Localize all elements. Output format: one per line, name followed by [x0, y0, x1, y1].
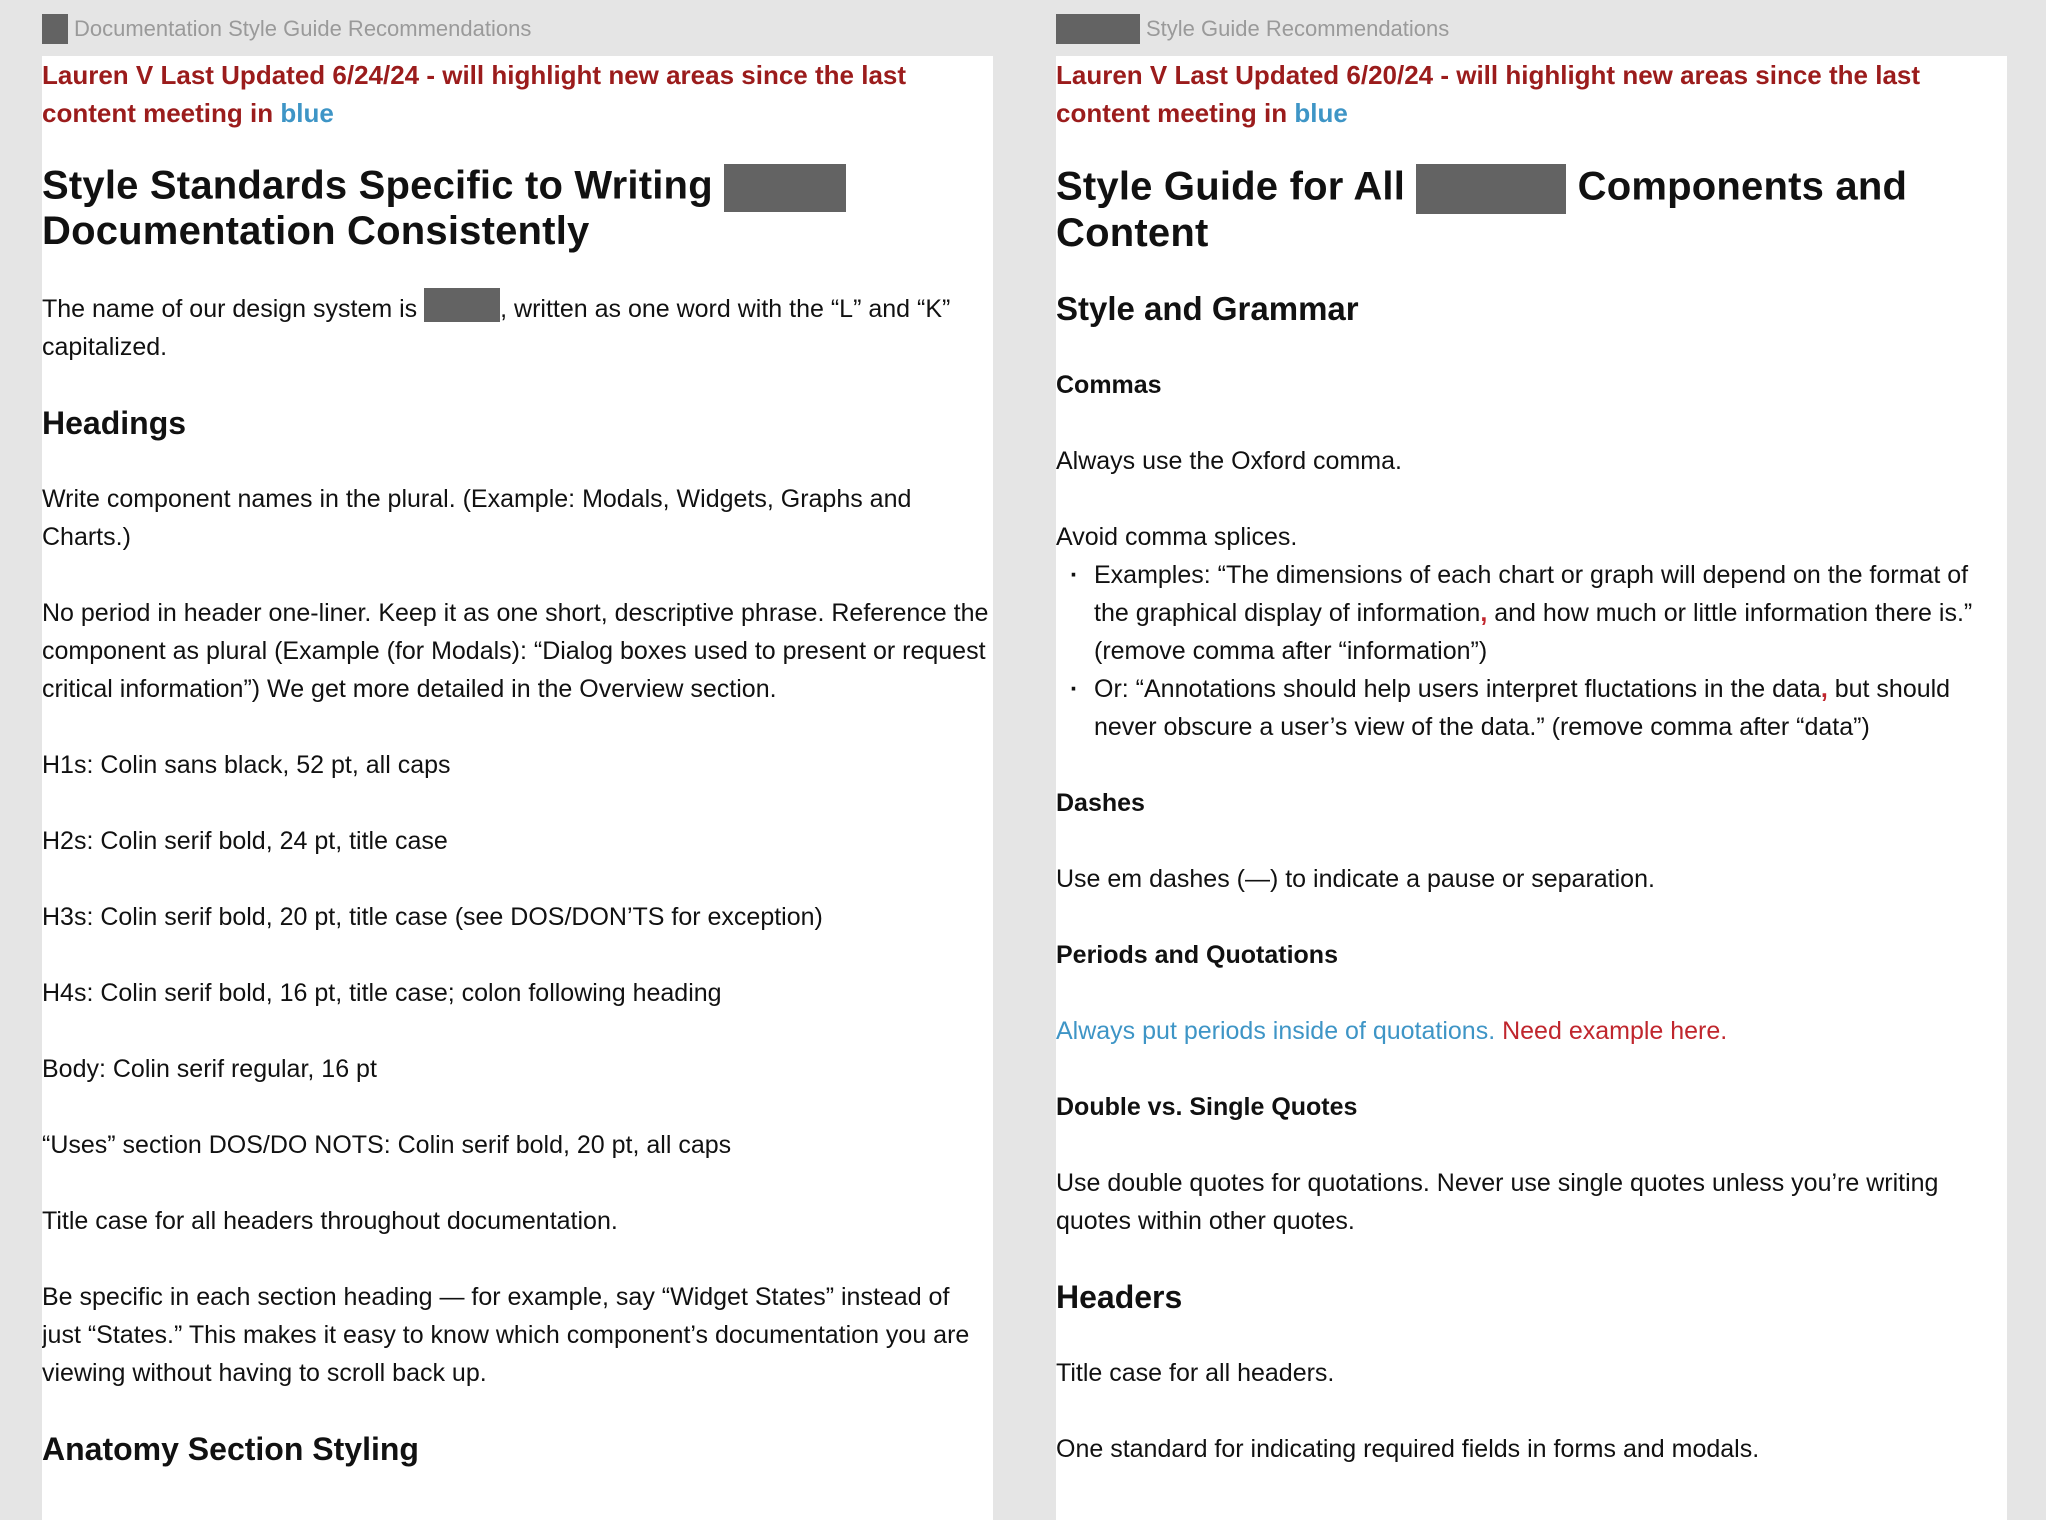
bullet2-text-b: but should never obscure a user’s view of the data.” (remove comma after “data”): [1094, 675, 1951, 741]
bullet2-text-a: Or: “Annotations should help users interpret fluctations in the data: [1094, 675, 1821, 703]
left-paragraph: Body: Colin serif regular, 16 pt: [42, 1055, 377, 1083]
left-frame-title: Documentation Style Guide Recommendations: [74, 16, 532, 41]
left-updated-text: Lauren V Last Updated 6/24/24 - will highlight new areas since the last content meeting in: [42, 60, 907, 128]
right-frame-label[interactable]: [1056, 14, 1449, 44]
right-frame-title: Style Guide Recommendations: [1146, 16, 1450, 41]
left-intro-paragraph: [42, 288, 993, 366]
right-updated-note: [1056, 56, 2007, 132]
left-title-redaction: [724, 164, 846, 212]
right-title-redaction: [1416, 164, 1566, 214]
left-updated-note: [42, 56, 993, 132]
headers-paragraph-1: Title case for all headers.: [1056, 1359, 1335, 1387]
style-grammar-title: Style and Grammar: [1056, 290, 1359, 327]
dashes-paragraph: Use em dashes (—) to indicate a pause or separation.: [1056, 865, 1655, 893]
left-headings-title: Headings: [42, 405, 187, 441]
left-anatomy-title: Anatomy Section Styling: [42, 1431, 419, 1467]
dashes-title: Dashes: [1056, 789, 1145, 817]
right-title-part1: Style Guide for All: [1056, 164, 1417, 209]
right-page-title: [1056, 164, 2007, 255]
right-document-content: [1056, 56, 2007, 1468]
left-paragraph: Write component names in the plural. (Example: Modals, Widgets, Graphs and Charts.): [42, 485, 912, 551]
left-paragraph: Title case for all headers throughout documentation.: [42, 1207, 618, 1235]
headers-paragraph-2: One standard for indicating required fields in forms and modals.: [1056, 1435, 1760, 1463]
left-paragraph: “Uses” section DOS/DO NOTS: Colin serif bold, 20 pt, all caps: [42, 1131, 732, 1159]
frame-icon-redaction: [42, 14, 68, 44]
left-intro-part2: , written as one word with the “L” and “K” capitalized.: [42, 295, 951, 361]
commas-title: Commas: [1056, 371, 1162, 399]
left-frame-label[interactable]: [42, 14, 531, 44]
periods-blue-text: Always put periods inside of quotations.: [1056, 1017, 1496, 1045]
bullet2-red-comma: ,: [1820, 675, 1828, 703]
left-page-title: [42, 163, 993, 253]
frame-label-redaction: [1056, 14, 1140, 44]
left-updated-blue: blue: [280, 98, 334, 128]
comma-splice-examples: [1056, 556, 2007, 746]
commas-paragraph-1: Always use the Oxford comma.: [1056, 447, 1402, 475]
bullet1-text-a: Examples: “The dimensions of each chart or graph will depend on the format of the graphical display of information: [1094, 561, 1969, 627]
periods-paragraph: [1056, 1012, 2007, 1050]
left-document-content: [42, 56, 993, 1468]
left-paragraph: H1s: Colin sans black, 52 pt, all caps: [42, 751, 451, 779]
right-updated-text: Lauren V Last Updated 6/20/24 - will highlight new areas since the last content meeting in: [1056, 60, 1921, 128]
list-item: [1094, 670, 2007, 746]
left-document-page[interactable]: [42, 56, 993, 1520]
left-intro-redaction: [424, 288, 500, 322]
left-title-part2: Documentation Consistently: [42, 209, 590, 253]
quotes-paragraph: Use double quotes for quotations. Never use single quotes unless you’re writing quotes within other quotes.: [1056, 1169, 1939, 1235]
right-updated-blue: blue: [1294, 98, 1348, 128]
headers-title: Headers: [1056, 1279, 1183, 1315]
bullet1-red-comma: ,: [1480, 599, 1488, 627]
left-paragraph: H4s: Colin serif bold, 16 pt, title case; colon following heading: [42, 979, 722, 1007]
left-title-part1: Style Standards Specific to Writing: [42, 163, 725, 208]
periods-title: Periods and Quotations: [1056, 941, 1338, 969]
left-intro-part1: The name of our design system is: [42, 295, 425, 323]
left-paragraph: Be specific in each section heading — for example, say “Widget States” instead of just “States.” This makes it easy to know which component’s documentation you are viewing without having to scroll back up.: [42, 1283, 970, 1387]
left-paragraph: H2s: Colin serif bold, 24 pt, title case: [42, 827, 448, 855]
commas-paragraph-2: Avoid comma splices.: [1056, 523, 1298, 551]
periods-red-note: Need example here.: [1495, 1017, 1728, 1045]
right-title-part2: Components and Content: [1056, 164, 1908, 255]
left-paragraph: H3s: Colin serif bold, 20 pt, title case (see DOS/DON’TS for exception): [42, 903, 823, 931]
left-paragraph: No period in header one-liner. Keep it as one short, descriptive phrase. Reference the component as plural (Example (for Modals): “Dialog boxes used to present or request critical information”) We get more detailed in the Overview section.: [42, 599, 989, 703]
list-item: [1094, 556, 2007, 670]
quotes-title: Double vs. Single Quotes: [1056, 1093, 1358, 1121]
right-document-page[interactable]: [1056, 56, 2007, 1520]
bullet1-text-b: and how much or little information there is.” (remove comma after “information”): [1094, 599, 1973, 665]
